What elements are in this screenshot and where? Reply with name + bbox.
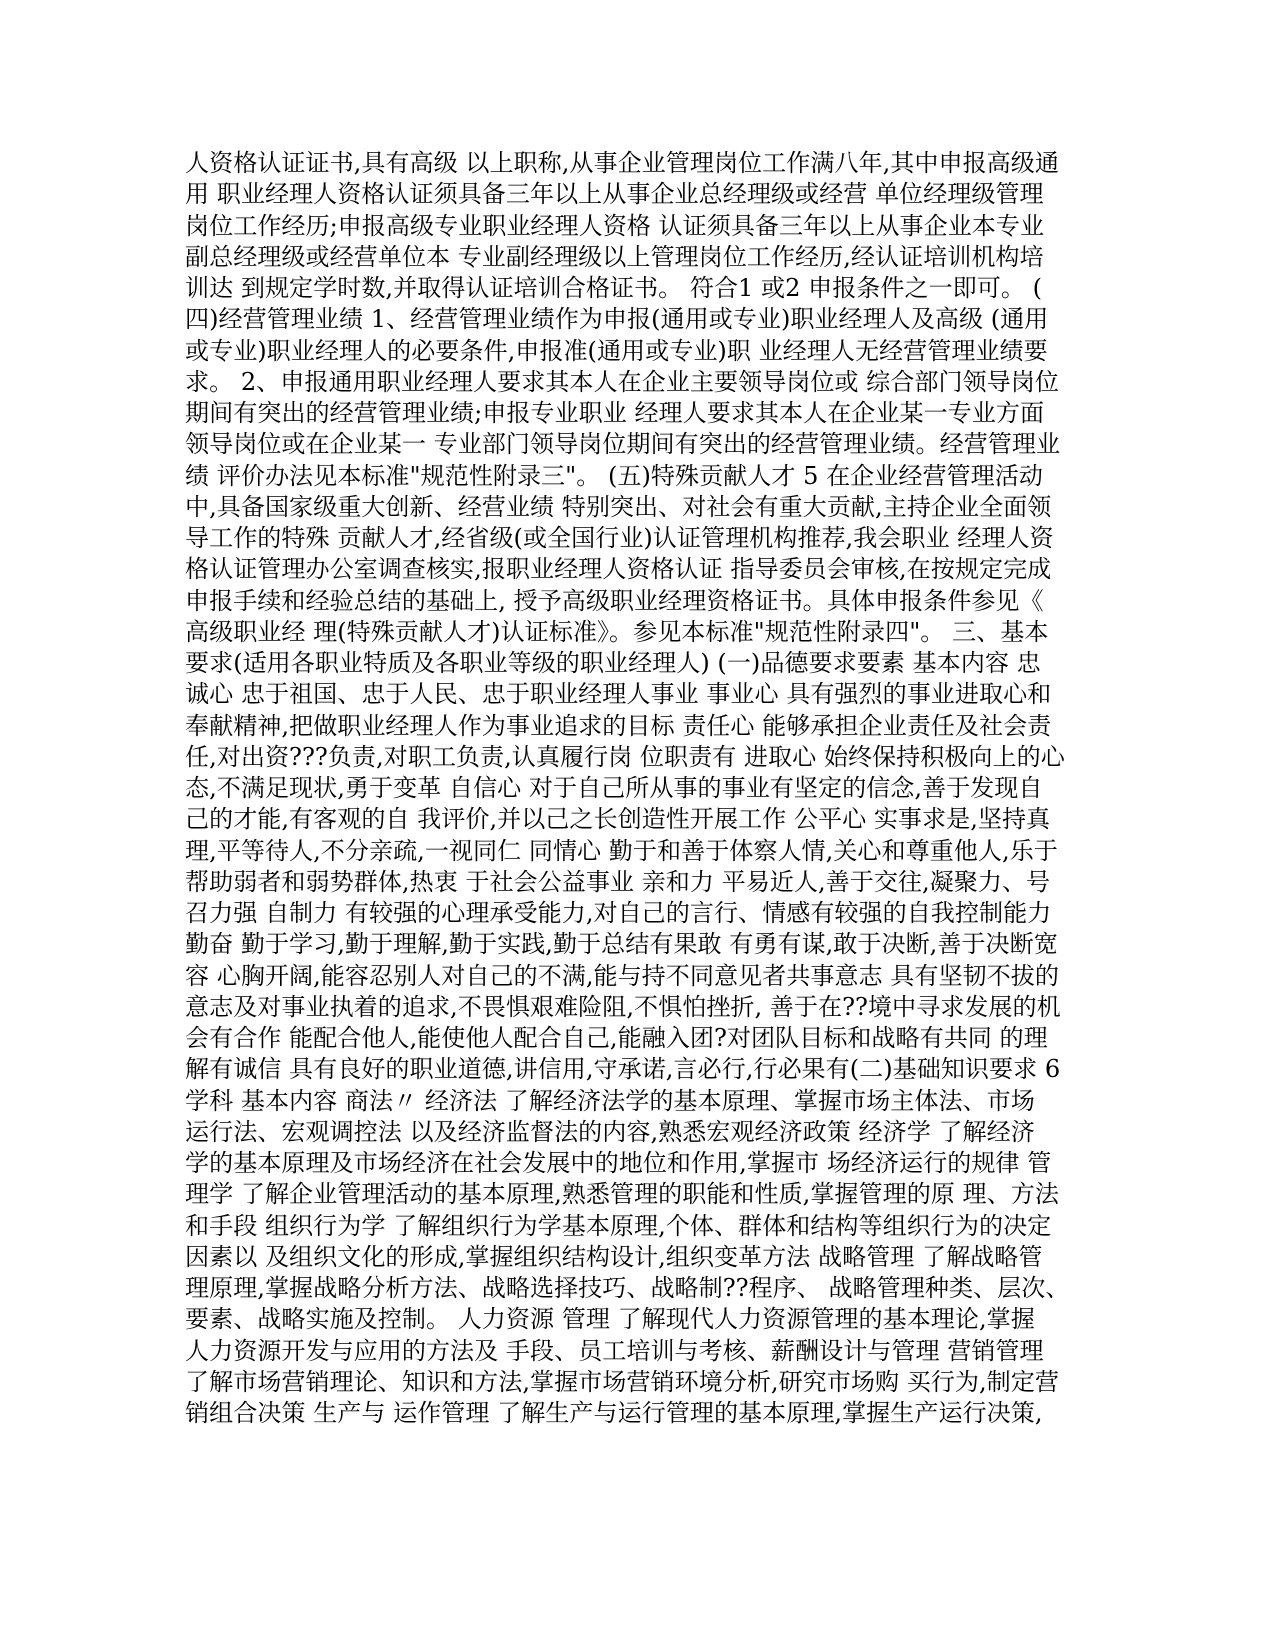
text-line: 意志及对事业执着的追求,不畏惧艰难险阻,不惧怕挫折, 善于在??境中寻求发展的机 [185,992,1061,1021]
text-line: 运行法、宏观调控法 以及经济监督法的内容,熟悉宏观经济政策 经济学 了解经济 [185,1117,1035,1146]
text-line: 容 心胸开阔,能容忍别人对自己的不满,能与持不同意见者共事意志 具有坚韧不拔的 [185,961,1059,990]
text-line: 理,平等待人,不分亲疏,一视同仁 同情心 勤于和善于体察人情,关心和尊重他人,乐于 [185,836,1058,865]
text-line: 理学 了解企业管理活动的基本原理,熟悉管理的职能和性质,掌握管理的原 理、方法 [185,1180,1059,1209]
text-line: 岗位工作经历;申报高级专业职业经理人资格 认证须具备三年以上从事企业本专业 [185,211,1045,240]
text-line: 中,具备国家级重大创新、经营业绩 特别突出、对社会有重大贡献,主持企业全面领 [185,492,1052,521]
text-line: 要素、战略实施及控制。 人力资源 管理 了解现代人力资源管理的基本理论,掌握 [185,1305,1035,1334]
text-line: 态,不满足现状,勇于变革 自信心 对于自己所从事的事业有坚定的信念,善于发现自 [185,774,1043,802]
text-line: 诚心 忠于祖国、忠于人民、忠于职业经理人事业 事业心 具有强烈的事业进取心和 [185,680,1052,709]
text-line: 勤奋 勤于学习,勤于理解,勤于实践,勤于总结有果敢 有勇有谋,敢于决断,善于决断宽 [185,930,1058,959]
text-line: 解有诚信 具有良好的职业道德,讲信用,守承诺,言必行,行必果有(二)基础知识要求 6 [185,1055,1061,1084]
text-line: 副总经理级或经营单位本 专业副经理级以上管理岗位工作经历,经认证培训机构培 [185,242,1044,271]
text-line: 了解市场营销理论、知识和方法,掌握市场营销环境分析,研究市场购 买行为,制定营 [185,1367,1059,1396]
text-line: 因素以 及组织文化的形成,掌握组织结构设计,组织变革方法 战略管理 了解战略管 [185,1242,1043,1271]
text-line: 要求(适用各职业特质及各职业等级的职业经理人) (一)品德要求要素 基本内容 忠 [185,649,1041,677]
text-line: 己的才能,有客观的自 我评价,并以己之长创造性开展工作 公平心 实事求是,坚持真 [185,805,1051,834]
text-line: 销组合决策 生产与 运作管理 了解生产与运行管理的基本原理,掌握生产运行决策, [185,1399,1043,1427]
body-text [185,148,1090,1429]
text-line: 理原理,掌握战略分析方法、战略选择技巧、战略制??程序、 战略管理种类、层次、 [185,1274,1070,1302]
text-line: 绩 评价办法见本标准"规范性附录三"。 (五)特殊贡献人才 5 在企业经营管理活动 [185,461,1043,490]
text-line: 任,对出资???负责,对职工负责,认真履行岗 位职责有 进取心 始终保持积极向上的心 [185,742,1065,771]
text-line: 奉献精神,把做职业经理人作为事业追求的目标 责任心 能够承担企业责任及社会责 [185,711,1052,740]
text-line: 格认证管理办公室调查核实,报职业经理人资格认证 指导委员会审核,在按规定完成 [185,555,1052,584]
text-line: 或专业)职业经理人的必要条件,申报准(通用或专业)职 业经理人无经营管理业绩要 [185,336,1048,365]
text-line: 人资格认证证书,具有高级 以上职称,从事企业管理岗位工作满八年,其中申报高级通 [185,149,1059,177]
text-line: 和手段 组织行为学 了解组织行为学基本原理,个体、群体和结构等组织行为的决定 [185,1211,1052,1240]
text-line: 会有合作 能配合他人,能使他人配合自己,能融入团?对团队目标和战略有共同 的理 [185,1024,1048,1052]
text-line: 领导岗位或在企业某一 专业部门领导岗位期间有突出的经营管理业绩。经营管理业 [185,430,1061,459]
text-line: 帮助弱者和弱势群体,热衷 于社会公益事业 亲和力 平易近人,善于交往,凝聚力、号 [185,867,1051,896]
text-line: 召力强 自制力 有较强的心理承受能力,对自己的言行、情感有较强的自我控制能力 [185,899,1052,927]
text-line: 导工作的特殊 贡献人才,经省级(或全国行业)认证管理机构推荐,我会职业 经理人资 [185,524,1054,552]
text-line: 人力资源开发与应用的方法及 手段、员工培训与考核、薪酬设计与管理 营销管理 [185,1336,1044,1365]
text-line: 求。 2、申报通用职业经理人要求其本人在企业主要领导岗位或 综合部门领导岗位 [185,367,1059,396]
text-line: 四)经营管理业绩 1、经营管理业绩作为申报(通用或专业)职业经理人及高级 (通用 [185,305,1049,334]
text-line: 期间有突出的经营管理业绩;申报专业职业 经理人要求其本人在企业某一专业方面 [185,399,1045,427]
text-line: 学科 基本内容 商法〃 经济法 了解经济法学的基本原理、掌握市场主体法、市场 [185,1086,1035,1115]
text-line: 训达 到规定学时数,并取得认证培训合格证书。 符合1 或2 申报条件之一即可。 ( [185,274,1043,302]
text-line: 申报手续和经验总结的基础上, 授予高级职业经理资格证书。具体申报条件参见《 [185,586,1044,615]
text-line: 学的基本原理及市场经济在社会发展中的地位和作用,掌握市 场经济运行的规律 管 [185,1149,1052,1177]
text-line: 高级职业经 理(特殊贡献人才)认证标准》。参见本标准"规范性附录四"。 三、基本 [185,617,1049,646]
text-line: 用 职业经理人资格认证须具备三年以上从事企业总经理级或经营 单位经理级管理 [185,180,1044,209]
